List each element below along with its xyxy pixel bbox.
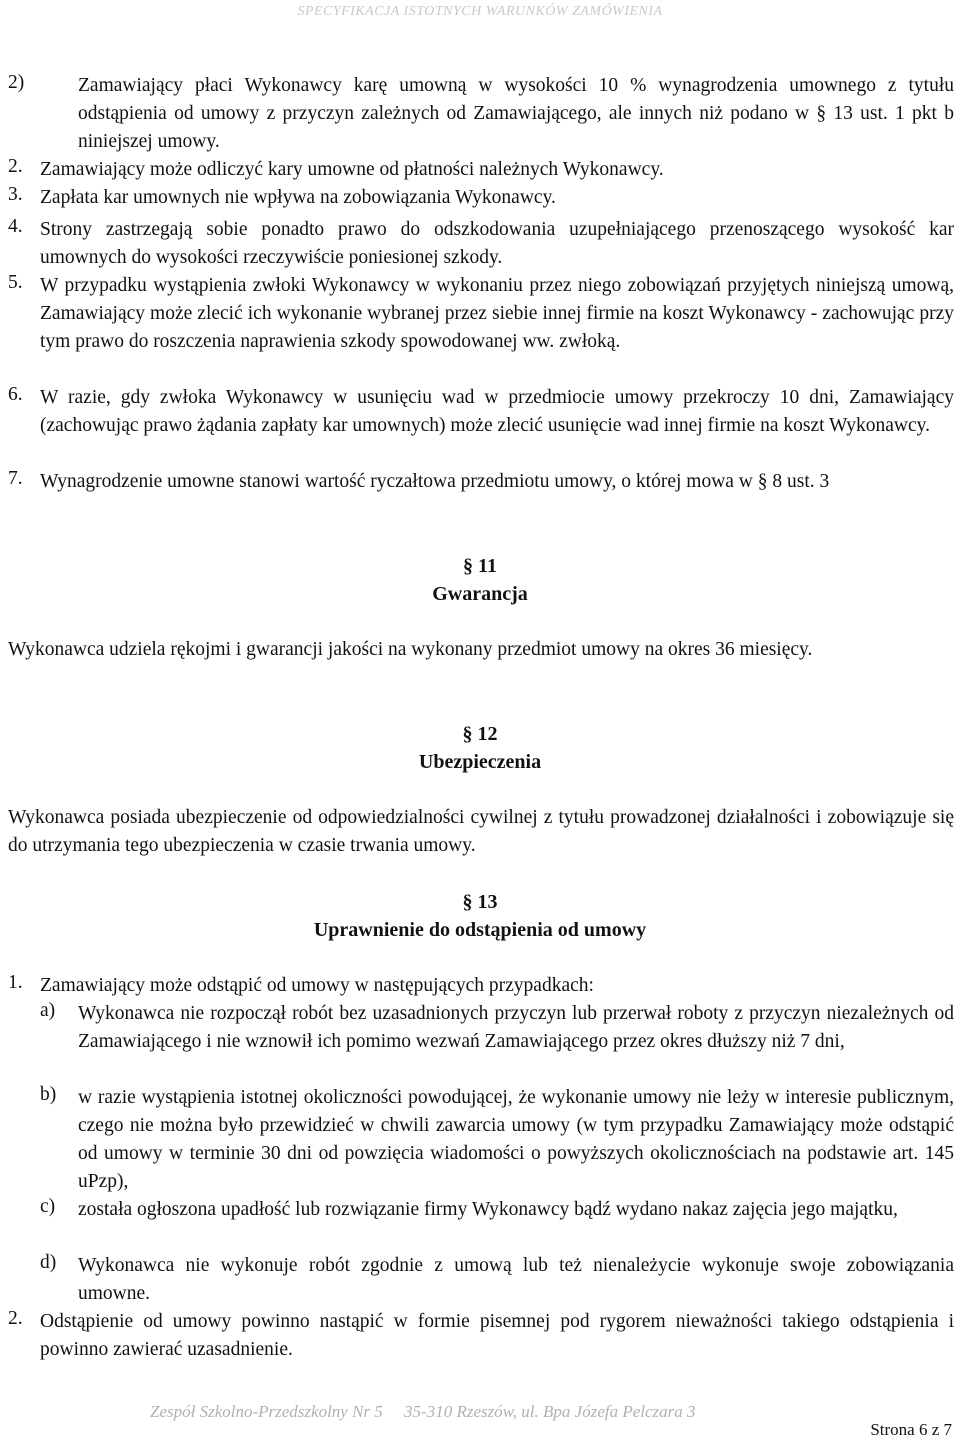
section-title: Ubezpieczenia [418, 751, 542, 773]
footer-address: Zespół Szkolno-Przedszkolny Nr 5 35-310 Rzeszów, ul. Bpa Józefa Pelczara 3 [150, 1402, 696, 1421]
item-number: 2. [8, 156, 23, 177]
list-item: Wynagrodzenie umowne stanowi wartość ryczałtowa przedmiotu umowy, o której mowa w § 8 ust. 3 [40, 471, 830, 492]
page-number: Strona 6 z 7 [870, 1420, 952, 1439]
list-item: W razie, gdy zwłoka Wykonawcy w usunięciu wad w przedmiocie umowy przekroczy 10 dni, Zamawiający (zachowując prawo żądania zapłaty kar umownych) może zlecić usunięcie wad innej firmie na koszt Wykonawcy. [40, 387, 954, 436]
page-header: SPECYFIKACJA ISTOTNYCH WARUNKÓW ZAMÓWIENIA [297, 4, 663, 19]
subitem-letter: d) [40, 1252, 57, 1273]
list-item: Zamawiający może odliczyć kary umowne od płatności należnych Wykonawcy. [40, 159, 664, 180]
item-number: 2) [8, 72, 25, 93]
subitem: została ogłoszona upadłość lub rozwiązanie firmy Wykonawcy bądź wydano nakaz zajęcia jego majątku, [78, 1199, 898, 1220]
subitem: Wykonawca nie wykonuje robót zgodnie z umową lub też nienależycie wykonuje swoje zobowiązania umowne. [78, 1255, 954, 1304]
section-number: § 11 [463, 555, 497, 577]
item-number: 3. [8, 184, 23, 205]
item-number: 7. [8, 468, 23, 489]
section-title: Gwarancja [432, 583, 528, 605]
subitem: w razie wystąpienia istotnej okoliczności powodującej, że wykonanie umowy nie leży w interesie publicznym, czego nie można było przewidzieć w chwili zawarcia umowy (w tym przypadku Zamawiający może odstąpić od umowy w terminie 30 dni od powzięcia wiadomości o powyższych okolicznościach na podstawie art. 145 uPzp), [78, 1087, 954, 1192]
list-item: Odstąpienie od umowy powinno nastąpić w formie pisemnej pod rygorem nieważności takiego odstąpienia i powinno zawierać uzasadnienie. [40, 1311, 954, 1360]
section-body: Wykonawca posiada ubezpieczenie od odpowiedzialności cywilnej z tytułu prowadzonej działalności i zobowiązuje się do utrzymania tego ubezpieczenia w czasie trwania umowy. [8, 807, 954, 856]
subitem-letter: b) [40, 1084, 57, 1105]
item-number: 5. [8, 272, 23, 293]
item-number: 4. [8, 216, 23, 237]
subitem-letter: a) [40, 1000, 56, 1021]
subitem-letter: c) [40, 1196, 56, 1217]
item-number: 2. [8, 1308, 23, 1329]
section-title: Uprawnienie do odstąpienia od umowy [313, 919, 647, 941]
list-item: Zapłata kar umownych nie wpływa na zobowiązania Wykonawcy. [40, 187, 556, 208]
list-item: Zamawiający płaci Wykonawcy karę umowną w wysokości 10 % wynagrodzenia umownego z tytułu odstąpienia od umowy z przyczyn zależnych od Zamawiającego, ale innych niż podano w § 13 ust. 1 pkt b niniejszej umowy. [78, 75, 954, 152]
item-number: 6. [8, 384, 23, 405]
section-body: Wykonawca udziela rękojmi i gwarancji jakości na wykonany przedmiot umowy na okres 36 miesięcy. [8, 639, 813, 660]
item-number: 1. [8, 972, 23, 993]
list-item: W przypadku wystąpienia zwłoki Wykonawcy w wykonaniu przez niego zobowiązań przyjętych niniejszą umową, Zamawiający może zlecić ich wykonanie wybranej przez siebie innej firmie na koszt Wykonawcy - zachowując przy tym prawo do roszczenia naprawienia szkody spowodowanej ww. zwłoką. [40, 275, 954, 352]
list-item: Strony zastrzegają sobie ponadto prawo do odszkodowania uzupełniającego przenoszącego wysokość kar umownych do wysokości rzeczywiście poniesionej szkody. [40, 219, 954, 268]
section-number: § 12 [462, 723, 498, 745]
list-item: Zamawiający może odstąpić od umowy w następujących przypadkach: [40, 975, 594, 996]
section-number: § 13 [462, 891, 498, 913]
subitem: Wykonawca nie rozpoczął robót bez uzasadnionych przyczyn lub przerwał roboty z przyczyn niezależnych od Zamawiającego i nie wznowił ich pomimo wezwań Zamawiającego przez okres dłuższy niż 7 dni, [78, 1003, 954, 1052]
